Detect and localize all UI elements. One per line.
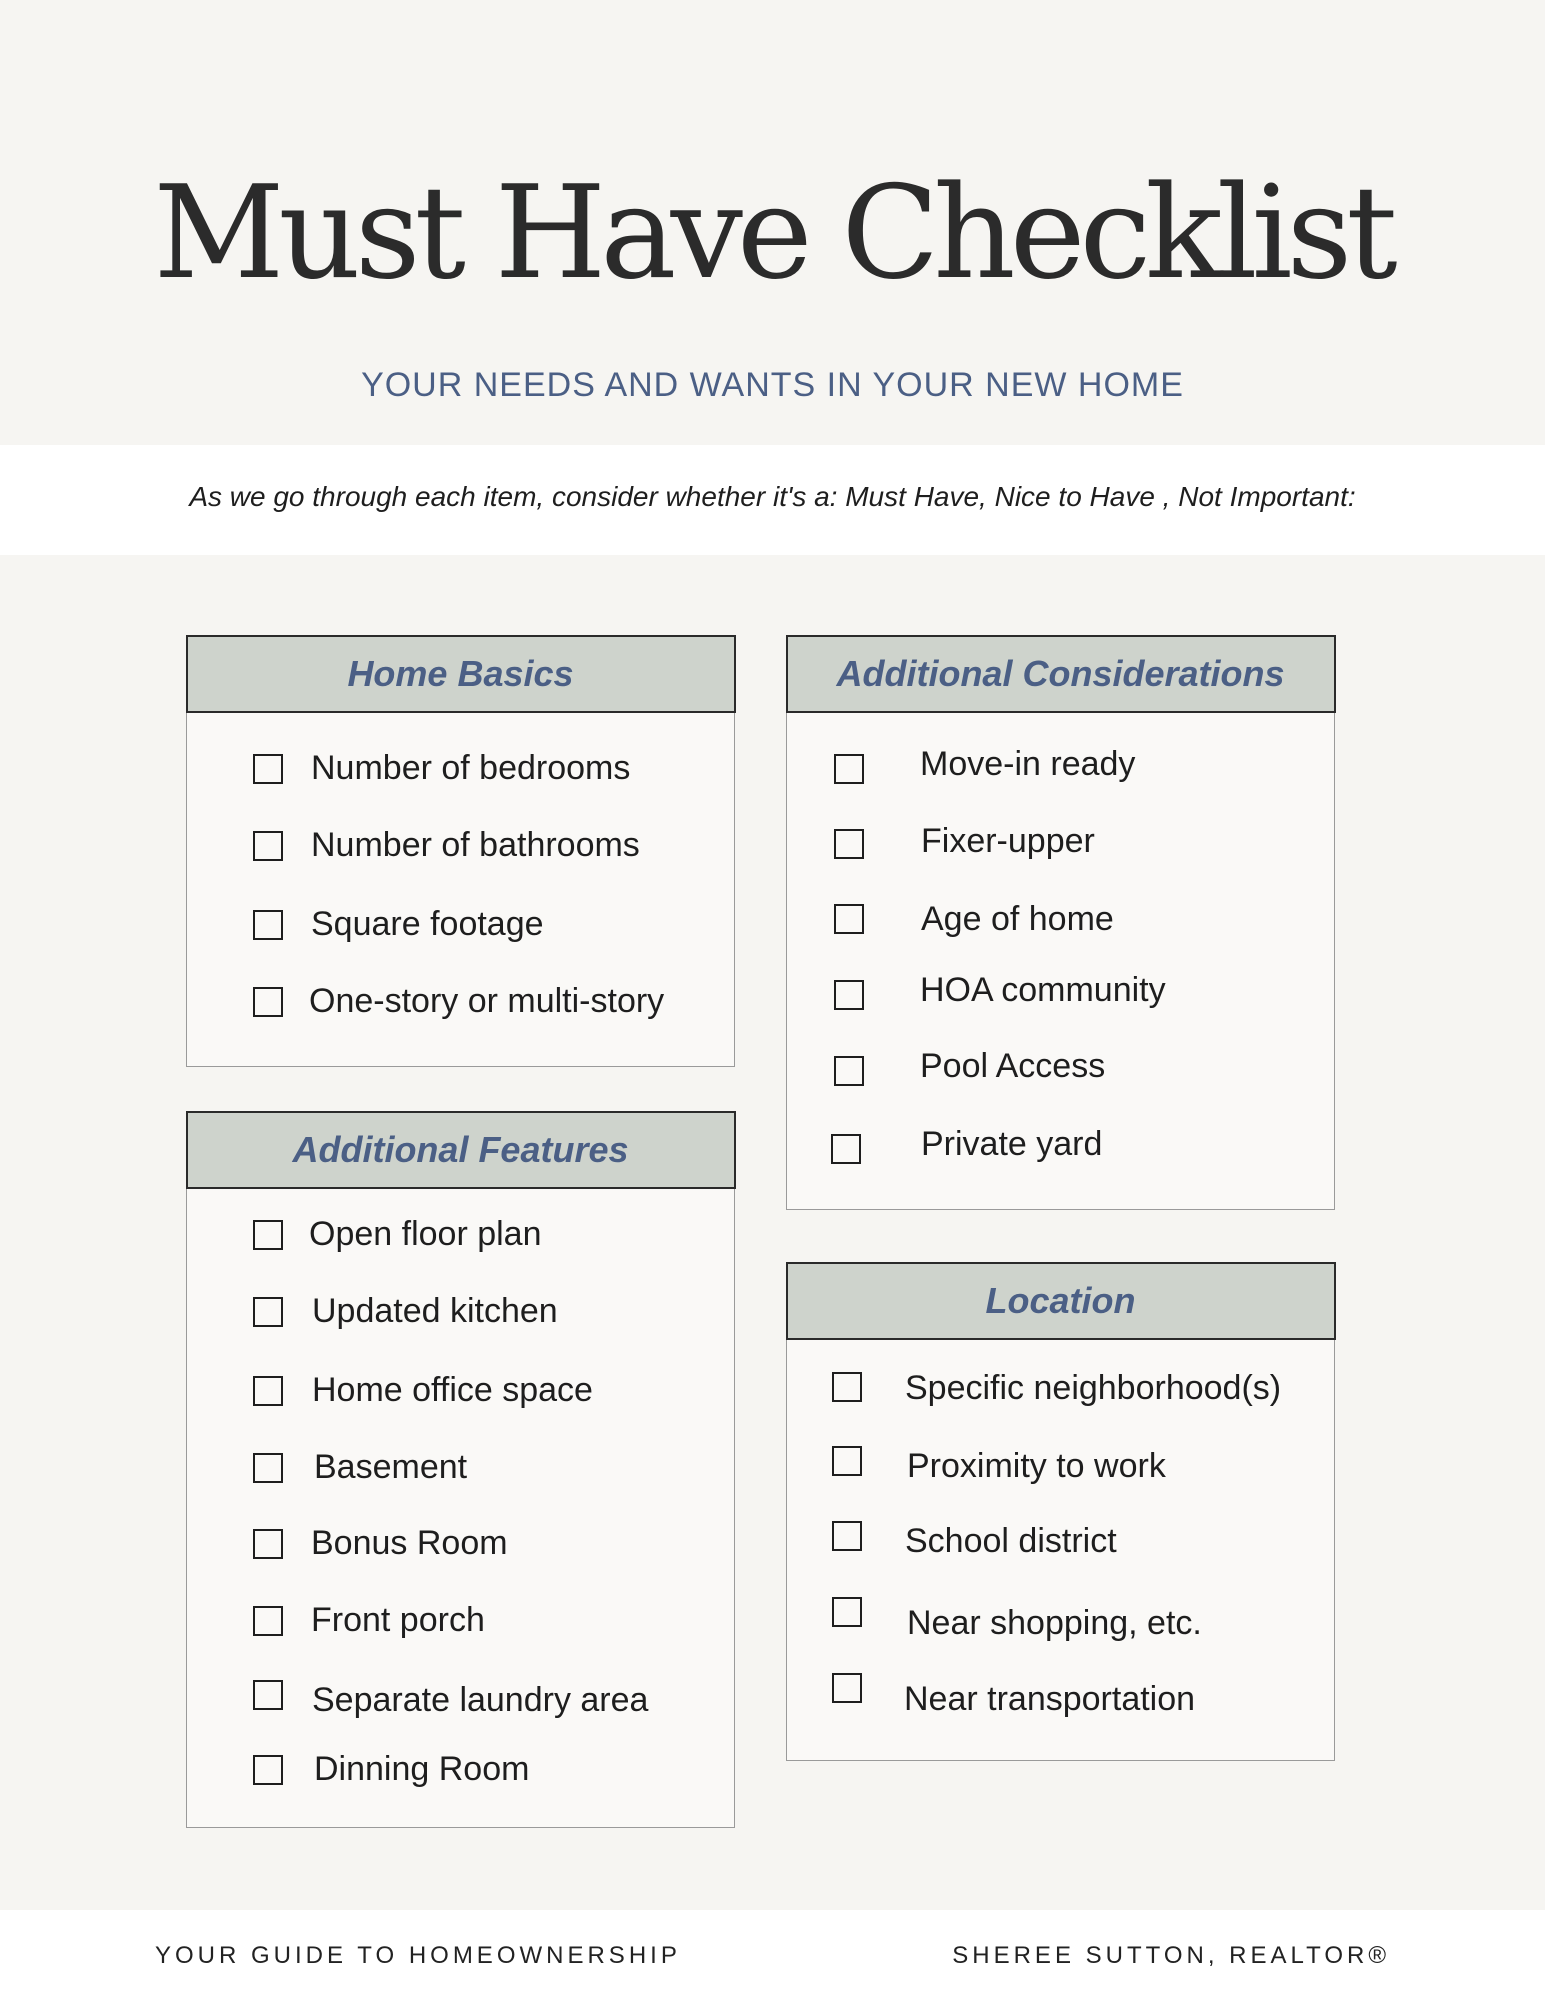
checkbox[interactable] bbox=[253, 1680, 283, 1710]
checkbox[interactable] bbox=[832, 1372, 862, 1402]
instruction-text: As we go through each item, consider whether it's a: Must Have, Nice to Have , Not Important: bbox=[189, 481, 1356, 512]
list-item bbox=[787, 1368, 1334, 1408]
list-item bbox=[787, 1446, 1334, 1486]
additional-considerations-card bbox=[786, 635, 1335, 1210]
checkbox[interactable] bbox=[832, 1446, 862, 1476]
checkbox[interactable] bbox=[834, 829, 864, 859]
item-label: Front porch bbox=[311, 1601, 485, 1639]
list-item bbox=[787, 970, 1334, 1010]
item-label: Number of bedrooms bbox=[311, 749, 631, 787]
checkbox[interactable] bbox=[831, 1134, 861, 1164]
item-label: Proximity to work bbox=[907, 1447, 1166, 1485]
list-item bbox=[187, 1749, 734, 1789]
additional-features-header: Additional Features bbox=[186, 1111, 736, 1189]
page-title: Must Have Checklist bbox=[153, 159, 1392, 308]
footer-realtor-text: SHEREE SUTTON, REALTOR® bbox=[952, 1942, 1390, 1969]
list-item bbox=[187, 1600, 734, 1640]
list-item bbox=[787, 1046, 1334, 1086]
item-label: Updated kitchen bbox=[312, 1292, 558, 1330]
item-label: Near transportation bbox=[904, 1680, 1196, 1718]
checkbox[interactable] bbox=[253, 754, 283, 784]
checkbox[interactable] bbox=[253, 1453, 283, 1483]
checkbox[interactable] bbox=[832, 1521, 862, 1551]
item-label: Pool Access bbox=[920, 1047, 1106, 1085]
item-label: Separate laundry area bbox=[312, 1681, 649, 1719]
checkbox[interactable] bbox=[253, 987, 283, 1017]
item-label: Dinning Room bbox=[314, 1750, 530, 1788]
checkbox[interactable] bbox=[253, 1755, 283, 1785]
checkbox[interactable] bbox=[253, 1220, 283, 1250]
footer-guide-text: YOUR GUIDE TO HOMEOWNERSHIP bbox=[155, 1942, 681, 1969]
checkbox[interactable] bbox=[253, 1529, 283, 1559]
page-footer bbox=[0, 1910, 1545, 2000]
list-item bbox=[187, 1214, 734, 1254]
item-label: Home office space bbox=[312, 1371, 593, 1409]
list-item bbox=[787, 1521, 1334, 1561]
checkbox[interactable] bbox=[834, 754, 864, 784]
checkbox[interactable] bbox=[834, 904, 864, 934]
list-item bbox=[187, 1447, 734, 1487]
checkbox[interactable] bbox=[834, 1056, 864, 1086]
list-item bbox=[787, 821, 1334, 861]
list-item bbox=[787, 899, 1334, 939]
list-item bbox=[787, 1679, 1334, 1719]
list-item bbox=[187, 904, 734, 944]
item-label: Move-in ready bbox=[920, 745, 1136, 783]
list-item bbox=[787, 1603, 1334, 1643]
additional-features-card bbox=[186, 1111, 735, 1828]
location-header: Location bbox=[786, 1262, 1336, 1340]
home-basics-header: Home Basics bbox=[186, 635, 736, 713]
item-label: Number of bathrooms bbox=[311, 826, 640, 864]
checkbox[interactable] bbox=[253, 1297, 283, 1327]
item-label: Private yard bbox=[921, 1125, 1103, 1163]
item-label: Square footage bbox=[311, 905, 544, 943]
instruction-band bbox=[0, 445, 1545, 555]
list-item bbox=[187, 981, 734, 1021]
item-label: School district bbox=[905, 1522, 1117, 1560]
checkbox[interactable] bbox=[832, 1597, 862, 1627]
additional-considerations-header: Additional Considerations bbox=[786, 635, 1336, 713]
item-label: HOA community bbox=[920, 971, 1166, 1009]
item-label: Near shopping, etc. bbox=[907, 1604, 1202, 1642]
list-item bbox=[787, 744, 1334, 784]
page-subtitle: YOUR NEEDS AND WANTS IN YOUR NEW HOME bbox=[361, 366, 1184, 404]
item-label: Age of home bbox=[921, 900, 1114, 938]
item-label: Basement bbox=[314, 1448, 468, 1486]
list-item bbox=[187, 1370, 734, 1410]
page-header bbox=[0, 0, 1545, 445]
checkbox[interactable] bbox=[253, 1606, 283, 1636]
item-label: Bonus Room bbox=[311, 1524, 508, 1562]
location-card bbox=[786, 1262, 1335, 1761]
list-item bbox=[187, 748, 734, 788]
list-item bbox=[187, 1680, 734, 1720]
item-label: One-story or multi-story bbox=[309, 982, 665, 1020]
list-item bbox=[187, 825, 734, 865]
item-label: Specific neighborhood(s) bbox=[905, 1369, 1282, 1407]
home-basics-card bbox=[186, 635, 735, 1067]
checkbox[interactable] bbox=[834, 980, 864, 1010]
list-item bbox=[187, 1523, 734, 1563]
checkbox[interactable] bbox=[253, 910, 283, 940]
checkbox[interactable] bbox=[253, 831, 283, 861]
checkbox[interactable] bbox=[832, 1673, 862, 1703]
list-item bbox=[187, 1291, 734, 1331]
list-item bbox=[787, 1124, 1334, 1164]
item-label: Open floor plan bbox=[309, 1215, 542, 1253]
item-label: Fixer-upper bbox=[921, 822, 1095, 860]
checkbox[interactable] bbox=[253, 1376, 283, 1406]
